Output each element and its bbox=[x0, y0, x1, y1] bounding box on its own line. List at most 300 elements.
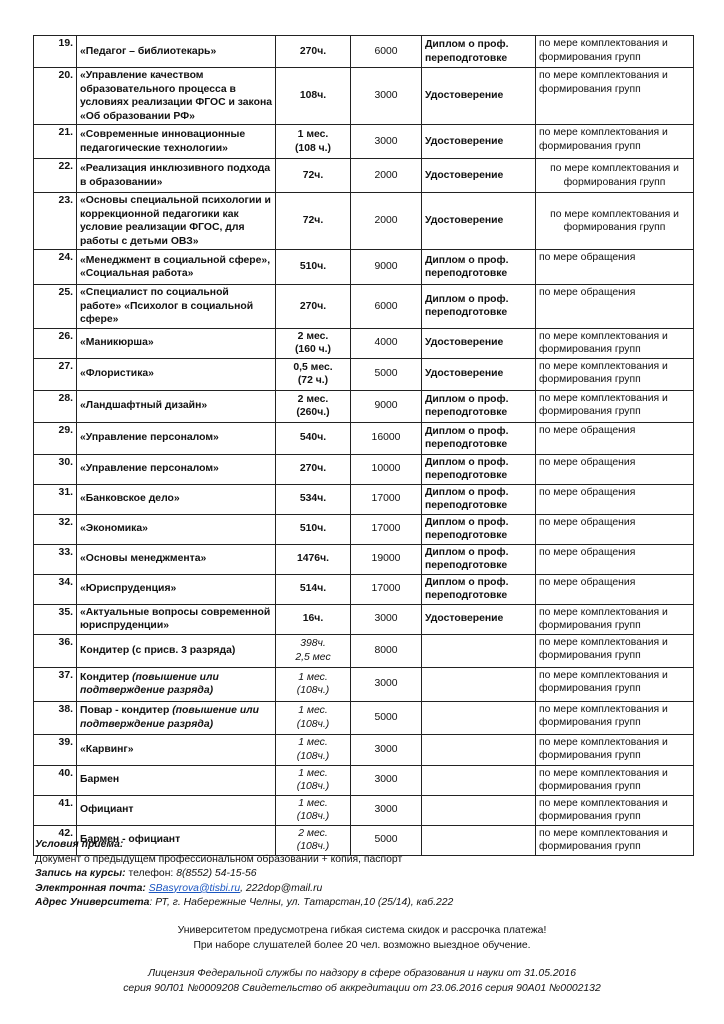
schedule-line: формирования групп bbox=[539, 750, 641, 761]
course-duration bbox=[276, 36, 351, 68]
row-number-text: 34. bbox=[58, 576, 73, 588]
enroll-label: Запись на курсы: bbox=[35, 868, 126, 880]
course-name-text: «Основы специальной психологии и коррекционной педагогики как условие реализации ФГОС, для работы с детьми ОВЗ» bbox=[80, 195, 271, 247]
address-line bbox=[35, 896, 453, 911]
course-duration bbox=[276, 285, 351, 329]
course-name-text: «Ландшафтный дизайн» bbox=[80, 400, 208, 412]
course-price bbox=[351, 454, 422, 484]
course-name bbox=[77, 765, 276, 795]
course-duration bbox=[276, 574, 351, 604]
row-number-text: 27. bbox=[58, 360, 73, 372]
price-text: 19000 bbox=[371, 553, 401, 565]
course-schedule bbox=[536, 544, 694, 574]
schedule-line: по мере обращения bbox=[539, 576, 636, 588]
conditions-text: Документ о предыдущем профессиональном образовании + копия, паспорт bbox=[35, 853, 403, 865]
course-name bbox=[77, 68, 276, 125]
course-price bbox=[351, 68, 422, 125]
row-number bbox=[34, 667, 77, 701]
table-row bbox=[34, 634, 694, 667]
course-name-text: «Экономика» bbox=[80, 523, 148, 535]
schedule-line: формирования групп bbox=[539, 344, 641, 355]
duration-line: (108ч.) bbox=[296, 750, 330, 762]
schedule-line: по мере комплектования и bbox=[539, 127, 668, 138]
schedule-line: по мере комплектования и bbox=[539, 736, 668, 748]
course-name bbox=[77, 795, 276, 825]
table-row bbox=[34, 514, 694, 544]
price-text: 17000 bbox=[371, 493, 401, 505]
course-name-text: «Менеджмент в социальной сфере», «Социальная работа» bbox=[80, 254, 271, 279]
document-line: переподготовке bbox=[425, 530, 508, 541]
price-text: 3000 bbox=[374, 678, 398, 690]
row-number-text: 38. bbox=[58, 703, 73, 715]
course-document bbox=[422, 734, 536, 765]
row-number-text: 36. bbox=[58, 636, 73, 648]
course-schedule bbox=[536, 159, 694, 193]
schedule-line: формирования групп bbox=[539, 717, 641, 728]
course-name bbox=[77, 358, 276, 390]
course-name-text: «Современные инновационные педагогические технологии» bbox=[80, 129, 246, 154]
course-duration bbox=[276, 701, 351, 734]
row-number-text: 35. bbox=[58, 606, 73, 618]
document-line: Диплом о проф. bbox=[425, 39, 509, 50]
schedule-line: формирования групп bbox=[539, 83, 641, 95]
duration-line: 1 мес. bbox=[298, 737, 328, 748]
document-line: Диплом о проф. bbox=[425, 516, 509, 528]
table-row bbox=[34, 36, 694, 68]
row-number-text: 21. bbox=[58, 127, 73, 138]
course-name-text: «Актуальные вопросы современной юриспруденции» bbox=[80, 606, 271, 631]
schedule-line: по мере обращения bbox=[539, 252, 636, 263]
course-name bbox=[77, 125, 276, 159]
row-number bbox=[34, 765, 77, 795]
row-number-text: 32. bbox=[58, 516, 73, 528]
document-line: Диплом о проф. bbox=[425, 576, 509, 588]
row-number bbox=[34, 125, 77, 159]
course-name-text: Повар - кондитер bbox=[80, 705, 173, 716]
price-text: 8000 bbox=[374, 644, 398, 656]
notice-line-1: Университетом предусмотрена гибкая система скидок и рассрочка платежа! bbox=[177, 925, 547, 936]
document-line: переподготовке bbox=[425, 52, 508, 64]
schedule-line: формирования групп bbox=[539, 374, 641, 385]
schedule-line: по мере комплектования и bbox=[539, 636, 668, 648]
schedule-line: по мере комплектования и bbox=[539, 767, 668, 779]
course-document bbox=[422, 667, 536, 701]
duration-line: (108ч.) bbox=[296, 781, 330, 792]
duration-line: 540ч. bbox=[299, 432, 327, 444]
enroll-phone: 8(8552) 54-15-56 bbox=[176, 868, 257, 880]
course-schedule bbox=[536, 193, 694, 250]
duration-line: (108ч.) bbox=[296, 841, 330, 852]
course-document bbox=[422, 454, 536, 484]
duration-line: 1 мес. bbox=[297, 129, 329, 140]
course-document bbox=[422, 285, 536, 329]
schedule-line: формирования групп bbox=[539, 620, 641, 631]
row-number bbox=[34, 701, 77, 734]
courses-table-body bbox=[34, 36, 694, 856]
course-document bbox=[422, 159, 536, 193]
price-text: 5000 bbox=[374, 711, 398, 723]
course-name-text: «Реализация инклюзивного подхода в образовании» bbox=[80, 163, 271, 188]
license-info bbox=[0, 967, 724, 996]
schedule-line: по мере комплектования и bbox=[539, 360, 668, 372]
course-document bbox=[422, 125, 536, 159]
duration-line: 16ч. bbox=[302, 613, 324, 625]
row-number-text: 30. bbox=[58, 456, 73, 468]
document-line: переподготовке bbox=[425, 307, 508, 319]
course-name-text: Кондитер bbox=[80, 671, 133, 683]
price-text: 16000 bbox=[371, 432, 401, 444]
schedule-line: по мере комплектования и bbox=[539, 330, 668, 342]
duration-line: (260ч.) bbox=[296, 407, 330, 418]
course-duration bbox=[276, 667, 351, 701]
price-text: 2000 bbox=[374, 215, 398, 227]
row-number-text: 39. bbox=[58, 736, 73, 748]
schedule-line: формирования групп bbox=[539, 841, 641, 852]
document-line: Диплом о проф. bbox=[425, 393, 509, 405]
price-text: 3000 bbox=[374, 743, 398, 755]
course-price bbox=[351, 125, 422, 159]
schedule-line: формирования групп bbox=[539, 781, 641, 792]
duration-line: 398ч. bbox=[300, 638, 326, 649]
row-number-text: 22. bbox=[58, 161, 73, 172]
duration-line: 270ч. bbox=[299, 300, 327, 312]
document-line: Диплом о проф. bbox=[425, 546, 509, 558]
course-name-text: «Юриспруденция» bbox=[80, 583, 177, 595]
document-line: Удостоверение bbox=[425, 613, 504, 625]
row-number bbox=[34, 285, 77, 329]
document-line: Удостоверение bbox=[425, 215, 504, 227]
schedule-line: по мере обращения bbox=[539, 287, 636, 298]
row-number bbox=[34, 422, 77, 454]
course-name bbox=[77, 36, 276, 68]
document-line: Удостоверение bbox=[425, 135, 504, 147]
course-name-text: «Управление качеством образовательного процесса в условиях реализации ФГОС и закона «Об образовании РФ» bbox=[80, 70, 273, 122]
course-name bbox=[77, 544, 276, 574]
duration-line: (108ч.) bbox=[296, 811, 330, 822]
course-price bbox=[351, 544, 422, 574]
course-schedule bbox=[536, 604, 694, 634]
row-number bbox=[34, 634, 77, 667]
table-row bbox=[34, 765, 694, 795]
duration-line: 0,5 мес. bbox=[293, 361, 333, 373]
course-name bbox=[77, 574, 276, 604]
license-line-1: Лицензия Федеральной службы по надзору в сфере образования и науки от 31.05.2016 bbox=[148, 968, 576, 979]
course-schedule bbox=[536, 358, 694, 390]
price-text: 4000 bbox=[374, 337, 398, 349]
table-row bbox=[34, 390, 694, 422]
courses-table bbox=[33, 35, 694, 856]
schedule-line: по мере комплектования и bbox=[539, 392, 668, 404]
course-name-text: «Флористика» bbox=[80, 368, 154, 380]
duration-line: 534ч. bbox=[299, 493, 327, 505]
course-price bbox=[351, 765, 422, 795]
enroll-text: телефон: bbox=[125, 868, 177, 880]
document-line: Диплом о проф. bbox=[425, 425, 509, 437]
table-row bbox=[34, 454, 694, 484]
email-other: 222dop@mail.ru bbox=[245, 882, 323, 894]
course-name-text: Официант bbox=[80, 804, 134, 816]
course-document bbox=[422, 68, 536, 125]
row-number-text: 25. bbox=[58, 287, 73, 298]
price-text: 9000 bbox=[374, 261, 398, 273]
price-text: 2000 bbox=[374, 169, 398, 181]
duration-line: (108 ч.) bbox=[294, 142, 332, 154]
course-price bbox=[351, 250, 422, 285]
course-name-text: Бармен - официант bbox=[80, 834, 181, 846]
row-number bbox=[34, 604, 77, 634]
course-schedule bbox=[536, 422, 694, 454]
duration-line: 1 мес. bbox=[298, 767, 328, 779]
schedule-line: по мере комплектования и bbox=[539, 70, 668, 81]
row-number bbox=[34, 734, 77, 765]
document-line: Удостоверение bbox=[425, 337, 504, 349]
duration-line: (108ч.) bbox=[296, 718, 330, 730]
email-link[interactable]: SBasyrova@tisbi.ru bbox=[148, 882, 241, 894]
duration-line: 2 мес. bbox=[297, 393, 329, 405]
row-number bbox=[34, 36, 77, 68]
schedule-line: по мере обращения bbox=[539, 516, 636, 528]
table-row bbox=[34, 285, 694, 329]
course-duration bbox=[276, 125, 351, 159]
price-text: 5000 bbox=[374, 834, 398, 846]
row-number bbox=[34, 454, 77, 484]
table-row bbox=[34, 701, 694, 734]
conditions-line bbox=[35, 838, 453, 853]
course-price bbox=[351, 328, 422, 358]
price-text: 17000 bbox=[371, 523, 401, 535]
course-name bbox=[77, 328, 276, 358]
course-document bbox=[422, 514, 536, 544]
course-schedule bbox=[536, 667, 694, 701]
course-name-text: Бармен bbox=[80, 774, 120, 786]
row-number bbox=[34, 514, 77, 544]
row-number-text: 26. bbox=[58, 330, 73, 342]
document-line: переподготовке bbox=[425, 268, 508, 279]
table-row bbox=[34, 358, 694, 390]
schedule-line: по мере обращения bbox=[539, 424, 636, 436]
course-duration bbox=[276, 634, 351, 667]
table-row bbox=[34, 544, 694, 574]
course-schedule bbox=[536, 484, 694, 514]
document-line: переподготовке bbox=[425, 439, 508, 450]
course-schedule bbox=[536, 634, 694, 667]
notice-line-2: При наборе слушателей более 20 чел. возможно выездное обучение. bbox=[193, 939, 531, 951]
duration-line: (108ч.) bbox=[296, 685, 330, 696]
course-document bbox=[422, 390, 536, 422]
document-line: Диплом о проф. bbox=[425, 254, 509, 266]
license-line-2: серия 90Л01 №0009208 Свидетельство об аккредитации от 23.06.2016 серия 90А01 №0002132 bbox=[123, 982, 601, 994]
price-text: 5000 bbox=[374, 368, 398, 380]
course-name bbox=[77, 634, 276, 667]
course-name-text: «Педагог – библиотекарь» bbox=[80, 45, 217, 57]
course-duration bbox=[276, 68, 351, 125]
course-schedule bbox=[536, 36, 694, 68]
row-number-text: 42. bbox=[58, 827, 73, 839]
course-price bbox=[351, 734, 422, 765]
duration-line: 510ч. bbox=[299, 523, 327, 535]
row-number bbox=[34, 193, 77, 250]
document-line: переподготовке bbox=[425, 407, 508, 418]
duration-line: 2 мес. bbox=[298, 827, 328, 839]
schedule-line: формирования групп bbox=[539, 683, 641, 694]
course-name-text: «Специалист по социальной работе» «Психолог в социальной сфере» bbox=[80, 287, 254, 325]
row-number bbox=[34, 159, 77, 193]
course-price bbox=[351, 634, 422, 667]
duration-line: 1 мес. bbox=[298, 705, 328, 716]
course-duration bbox=[276, 484, 351, 514]
course-document bbox=[422, 422, 536, 454]
course-document bbox=[422, 358, 536, 390]
row-number-text: 23. bbox=[58, 195, 73, 206]
duration-line: 514ч. bbox=[299, 583, 327, 595]
enroll-line bbox=[35, 867, 453, 882]
table-row bbox=[34, 484, 694, 514]
course-duration bbox=[276, 514, 351, 544]
course-name bbox=[77, 285, 276, 329]
price-text: 10000 bbox=[371, 463, 401, 475]
document-line: Удостоверение bbox=[425, 368, 504, 380]
course-schedule bbox=[536, 765, 694, 795]
row-number bbox=[34, 390, 77, 422]
table-row bbox=[34, 328, 694, 358]
schedule-line: формирования групп bbox=[539, 811, 641, 822]
row-number-text: 24. bbox=[58, 252, 73, 263]
conditions-label: Условия приема: bbox=[35, 839, 124, 850]
table-row bbox=[34, 250, 694, 285]
price-text: 9000 bbox=[374, 400, 398, 412]
course-document bbox=[422, 765, 536, 795]
schedule-line: по мере обращения bbox=[539, 456, 636, 468]
email-separator: , bbox=[240, 882, 246, 894]
course-document bbox=[422, 328, 536, 358]
document-line: Удостоверение bbox=[425, 169, 504, 181]
course-duration bbox=[276, 159, 351, 193]
course-document bbox=[422, 701, 536, 734]
table-row bbox=[34, 68, 694, 125]
row-number-text: 19. bbox=[58, 38, 73, 49]
duration-line: 1 мес. bbox=[298, 671, 328, 683]
course-price bbox=[351, 285, 422, 329]
course-name bbox=[77, 514, 276, 544]
course-duration bbox=[276, 734, 351, 765]
course-document bbox=[422, 544, 536, 574]
price-text: 3000 bbox=[374, 613, 398, 625]
course-price bbox=[351, 193, 422, 250]
price-text: 3000 bbox=[374, 804, 398, 816]
course-document bbox=[422, 36, 536, 68]
course-schedule bbox=[536, 328, 694, 358]
course-schedule bbox=[536, 390, 694, 422]
schedule-line: формирования групп bbox=[539, 51, 641, 63]
course-schedule bbox=[536, 250, 694, 285]
course-duration bbox=[276, 193, 351, 250]
course-duration bbox=[276, 604, 351, 634]
course-name bbox=[77, 604, 276, 634]
course-name-note: (повышение или подтверждение разряда) bbox=[80, 705, 259, 730]
schedule-line: формирования групп bbox=[539, 406, 641, 417]
row-number bbox=[34, 68, 77, 125]
document-line: переподготовке bbox=[425, 590, 508, 601]
table-row bbox=[34, 667, 694, 701]
course-name-text: «Основы менеджмента» bbox=[80, 553, 207, 565]
duration-line: 1476ч. bbox=[296, 553, 330, 565]
duration-line: 2 мес. bbox=[297, 330, 329, 342]
duration-line: 270ч. bbox=[299, 45, 327, 57]
discount-notice bbox=[0, 924, 724, 953]
row-number-text: 33. bbox=[58, 546, 73, 558]
course-price bbox=[351, 484, 422, 514]
row-number bbox=[34, 250, 77, 285]
course-name bbox=[77, 390, 276, 422]
course-price bbox=[351, 604, 422, 634]
table-row bbox=[34, 193, 694, 250]
course-name-text: «Банковское дело» bbox=[80, 493, 180, 505]
schedule-line: по мере комплектования и bbox=[539, 669, 668, 681]
course-schedule bbox=[536, 825, 694, 855]
course-price bbox=[351, 574, 422, 604]
course-document bbox=[422, 250, 536, 285]
course-name-note: (повышение или подтверждение разряда) bbox=[80, 671, 219, 696]
row-number-text: 31. bbox=[58, 486, 73, 498]
course-price bbox=[351, 514, 422, 544]
schedule-line: формирования групп bbox=[563, 222, 666, 233]
price-text: 17000 bbox=[371, 583, 401, 595]
document-line: Удостоверение bbox=[425, 90, 504, 102]
schedule-line: по мере комплектования и bbox=[550, 163, 679, 174]
schedule-line: формирования групп bbox=[539, 140, 641, 152]
course-name bbox=[77, 250, 276, 285]
course-name bbox=[77, 454, 276, 484]
course-document bbox=[422, 634, 536, 667]
document-line: переподготовке bbox=[425, 470, 508, 481]
course-price bbox=[351, 701, 422, 734]
course-schedule bbox=[536, 701, 694, 734]
schedule-line: формирования групп bbox=[539, 650, 641, 661]
price-text: 6000 bbox=[374, 45, 398, 57]
course-schedule bbox=[536, 68, 694, 125]
document-line: Диплом о проф. bbox=[425, 456, 509, 468]
schedule-line: по мере комплектования и bbox=[539, 703, 668, 715]
row-number bbox=[34, 544, 77, 574]
course-price bbox=[351, 667, 422, 701]
course-duration bbox=[276, 250, 351, 285]
schedule-line: по мере комплектования и bbox=[539, 606, 668, 618]
course-schedule bbox=[536, 734, 694, 765]
price-text: 3000 bbox=[374, 135, 398, 147]
document-line: переподготовке bbox=[425, 500, 508, 511]
table-row bbox=[34, 422, 694, 454]
course-name-text: Кондитер (с присв. 3 разряда) bbox=[80, 644, 236, 656]
course-price bbox=[351, 159, 422, 193]
row-number-text: 37. bbox=[58, 669, 73, 681]
document-line: переподготовке bbox=[425, 560, 508, 571]
duration-line: 270ч. bbox=[299, 463, 327, 475]
schedule-line: по мере комплектования и bbox=[539, 797, 668, 809]
duration-line: 108ч. bbox=[299, 90, 327, 102]
course-document bbox=[422, 193, 536, 250]
duration-line: 72ч. bbox=[302, 169, 324, 181]
schedule-line: по мере комплектования и bbox=[539, 827, 668, 839]
address-label: Адрес Университета bbox=[35, 897, 150, 909]
course-name-text: «Управление персоналом» bbox=[80, 463, 219, 475]
row-number bbox=[34, 484, 77, 514]
course-name-text: «Карвинг» bbox=[80, 743, 134, 755]
row-number bbox=[34, 574, 77, 604]
duration-line: (160 ч.) bbox=[294, 344, 332, 355]
course-duration bbox=[276, 358, 351, 390]
course-schedule bbox=[536, 454, 694, 484]
row-number-text: 29. bbox=[58, 424, 73, 436]
